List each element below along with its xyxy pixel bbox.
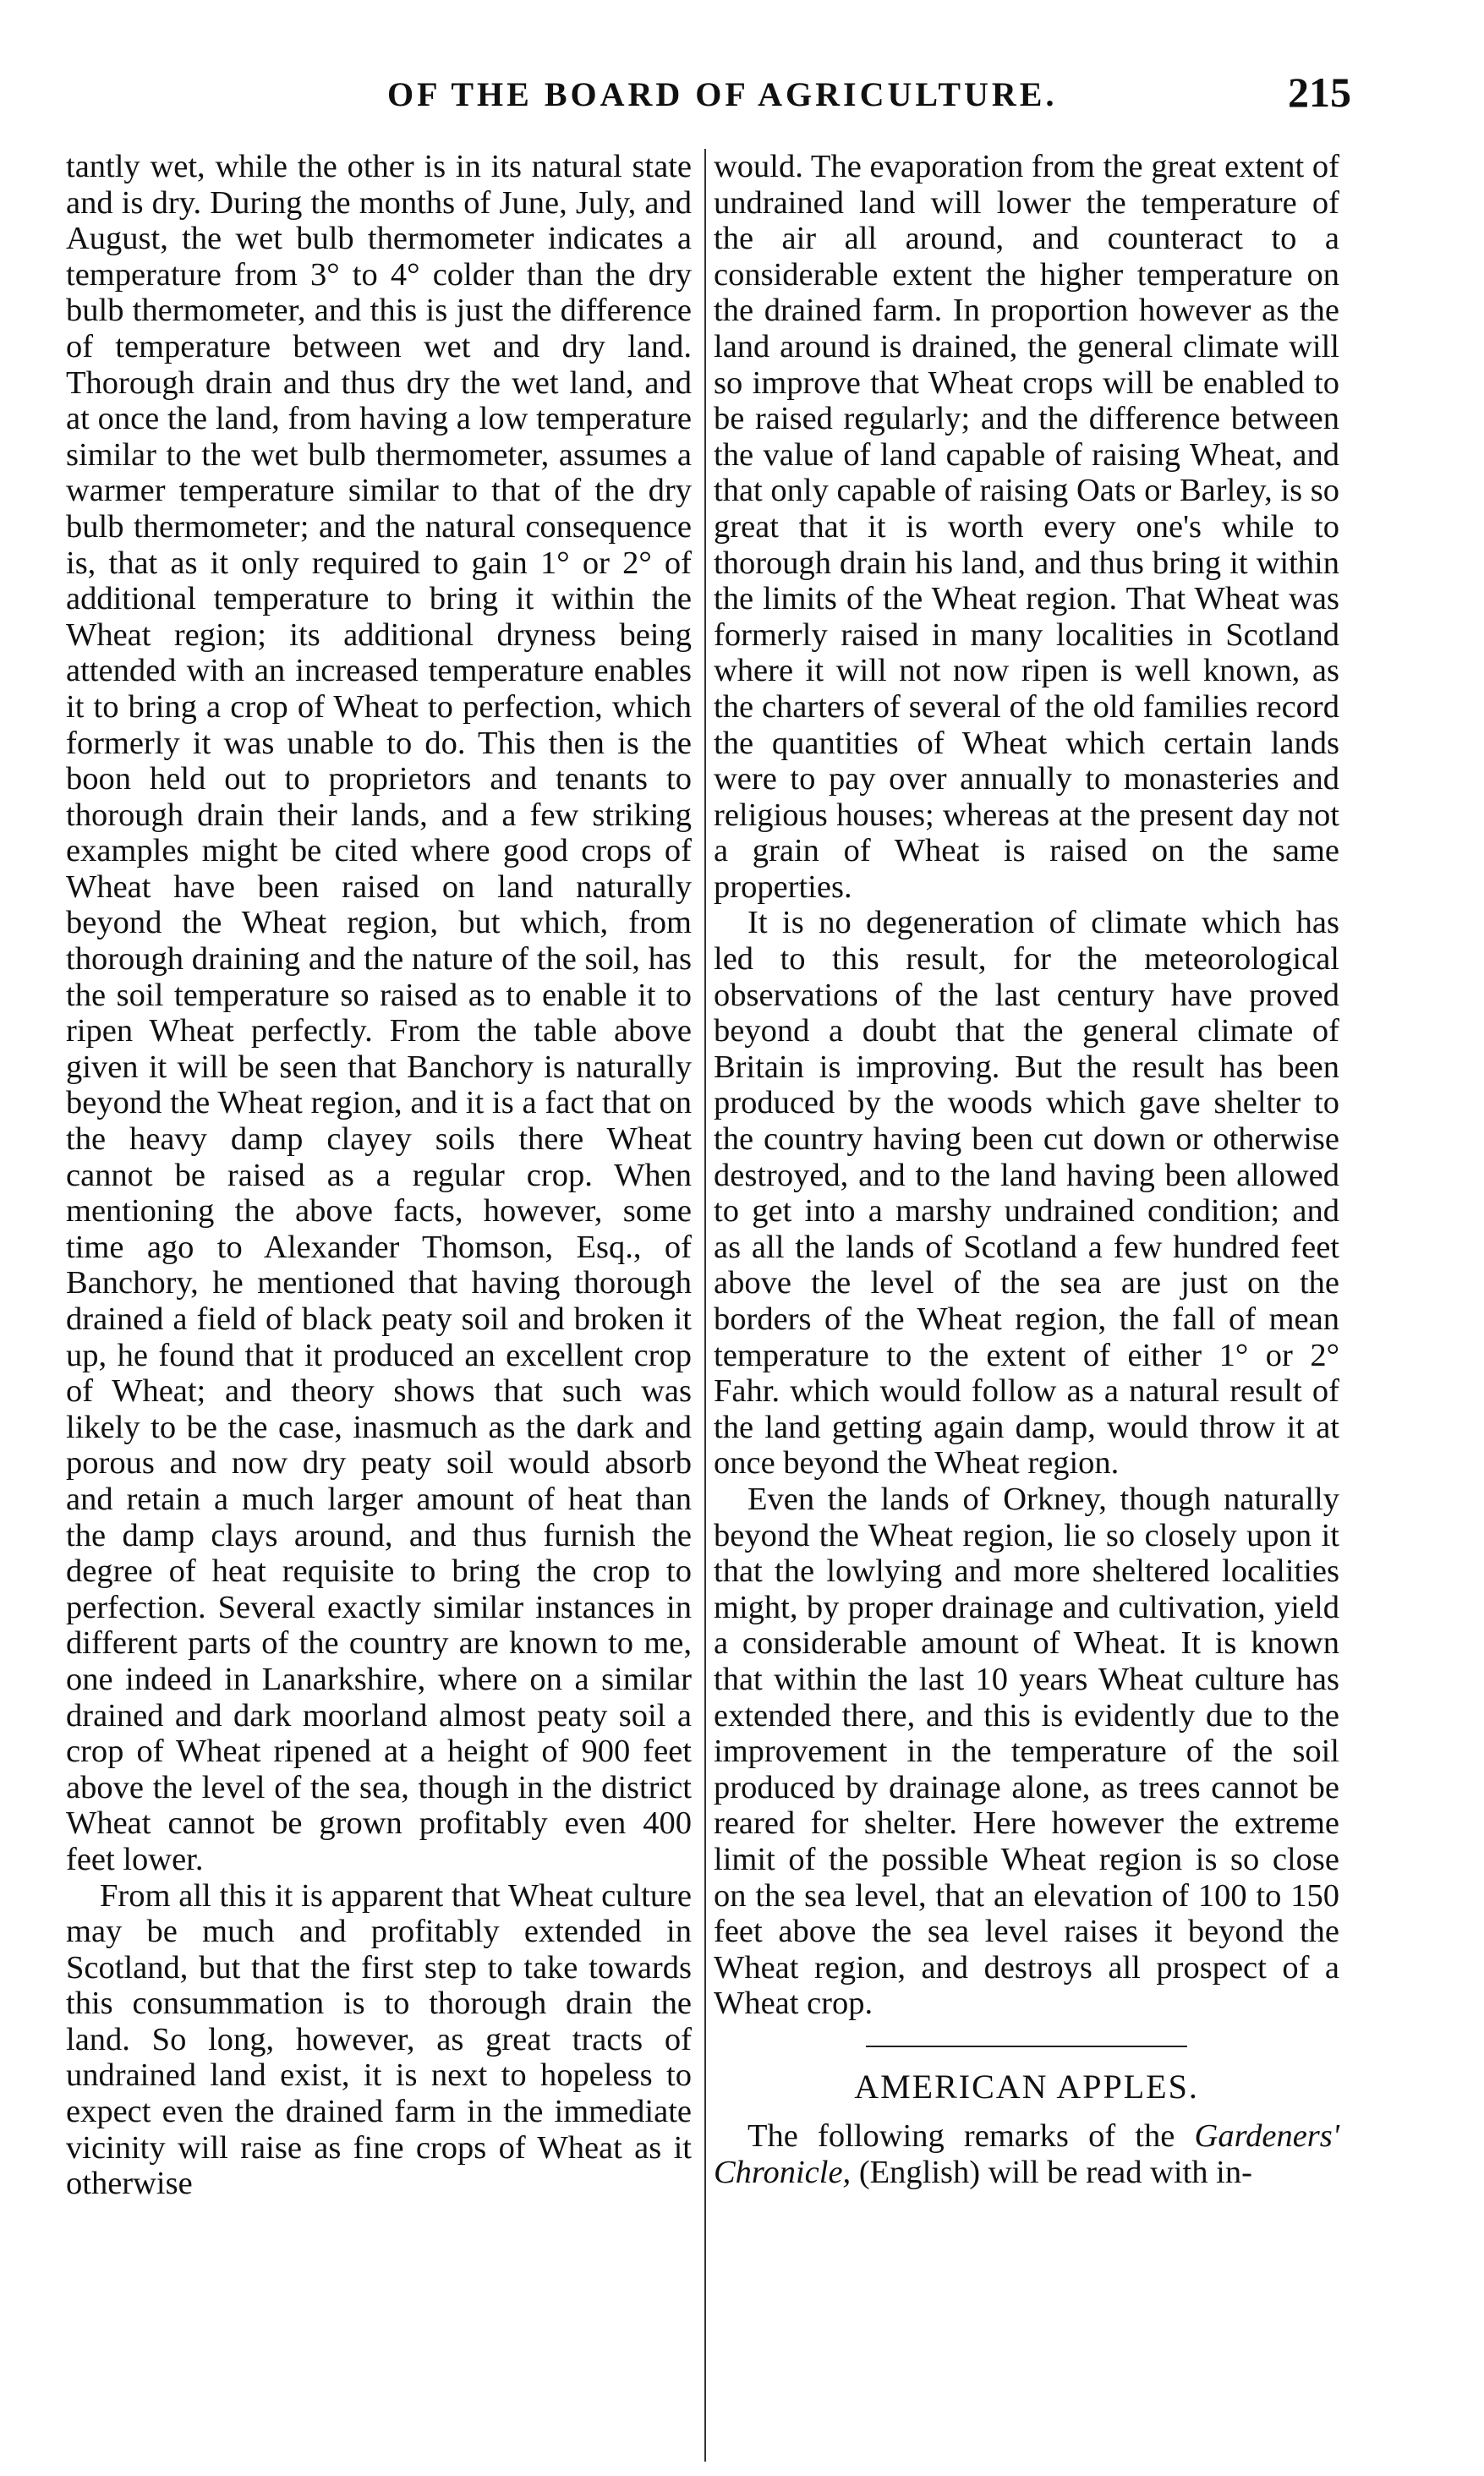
right-paragraph-4 [714, 2118, 1339, 2190]
running-head: OF THE BOARD OF AGRICULTURE. [387, 75, 1058, 113]
publication-title: Gardeners' Chronicle, [714, 2118, 1339, 2191]
section-divider [866, 2046, 1187, 2047]
right-paragraph-3: Even the lands of Orkney, though naturally beyond the Wheat region, lie so closely upon it that the lowlying and more sheltered localities might, by proper drainage and cultivation, yield a considerable amount of Wheat. It is known that within the last 10 years Wheat culture has extended there, and this is evidently due to the improvement in the temperature of the soil produced by drainage alone, as trees cannot be reared for shelter. Here however the extreme limit of the possible Wheat region is so close on the sea level, that an elevation of 100 to 150 feet above the sea level raises it beyond the Wheat region, and destroys all prospect of a Wheat crop. [714, 1481, 1339, 2022]
left-paragraph-2: From all this it is apparent that Wheat culture may be much and profitably extended in Scotland, but that the first step to take towards this consummation is to thorough drain the land. So long, however, as great tracts of undrained land exist, it is next to hopeless to expect even the drained farm in the immediate vicinity will raise as fine crops of Wheat as it otherwise [66, 1877, 692, 2202]
right-paragraph-1: would. The evaporation from the great extent of undrained land will lower the temperature of the air all around, and counteract to a considerable extent the higher temperature on the drained farm. In proportion however as the land around is drained, the general climate will so improve that Wheat crops will be enabled to be raised regularly; and the difference between the value of land capable of raising Wheat, and that only capable of raising Oats or Barley, is so great that it is worth every one's while to thorough drain his land, and thus bring it within the limits of the Wheat region. That Wheat was formerly raised in many localities in Scotland where it will not now ripen is well known, as the charters of several of the old families record the quantities of Wheat which certain lands were to pay over annually to monasteries and religious houses; whereas at the present day not a grain of Wheat is raised on the same properties. [714, 149, 1339, 905]
right-paragraph-2: It is no degeneration of climate which has led to this result, for the meteorological observations of the last century have proved beyond a doubt that the general climate of Britain is improving. But the result has been produced by the woods which gave shelter to the country having been cut down or otherwise destroyed, and to the land having been allowed to get into a marshy undrained condition; and as all the lands of Scotland a few hundred feet above the level of the sea are just on the borders of the Wheat region, the fall of mean temperature to the extent of either 1° or 2° Fahr. which would follow as a natural result of the land getting again damp, would throw it at once beyond the Wheat region. [714, 905, 1339, 1482]
page-number: 215 [1288, 68, 1351, 116]
section-title: AMERICAN APPLES. [854, 2067, 1199, 2106]
paragraph-4-end: (English) will be read with in- [851, 2155, 1252, 2191]
right-column [714, 149, 1339, 2191]
column-divider [704, 149, 706, 2462]
page-header [66, 68, 1351, 127]
left-paragraph-1: tantly wet, while the other is in its natural state and is dry. During the months of June, July, and August, the wet bulb thermometer indicates a temperature from 3° to 4° colder than the dry bulb thermometer, and this is just the difference of temperature between wet and dry land. Thorough drain and thus dry the wet land, and at once the land, from having a low temperature similar to the wet bulb thermometer, assumes a warmer temperature similar to that of the dry bulb thermometer; and the natural consequence is, that as it only required to gain 1° or 2° of additional temperature to bring it within the Wheat region; its additional dryness being attended with an increased temperature enables it to bring a crop of Wheat to perfection, which formerly it was unable to do. This then is the boon held out to proprietors and tenants to thorough drain their lands, and a few striking examples might be cited where good crops of Wheat have been raised on land naturally beyond the Wheat region, but which, from thorough draining and the nature of the soil, has the soil temperature so raised as to enable it to ripen Wheat perfectly. From the table above given it will be seen that Banchory is naturally beyond the Wheat region, and it is a fact that on the heavy damp clayey soils there Wheat cannot be raised as a regular crop. When mentioning the above facts, however, some time ago to Alexander Thomson, Esq., of Banchory, he mentioned that having thorough drained a field of black peaty soil and broken it up, he found that it produced an excellent crop of Wheat; and theory shows that such was likely to be the case, inasmuch as the dark and porous and now dry peaty soil would absorb and retain a much larger amount of heat than the damp clays around, and thus furnish the degree of heat requisite to bring the crop to perfection. Several exactly similar instances in different parts of the country are known to me, one indeed in Lanarkshire, where on a similar drained and dark moorland almost peaty soil a crop of Wheat ripened at a height of 900 feet above the level of the sea, though in the district Wheat cannot be grown profitably even 400 feet lower. [66, 149, 692, 1877]
left-column [66, 149, 692, 2202]
paragraph-4-start: The following remarks of the [747, 2118, 1195, 2155]
